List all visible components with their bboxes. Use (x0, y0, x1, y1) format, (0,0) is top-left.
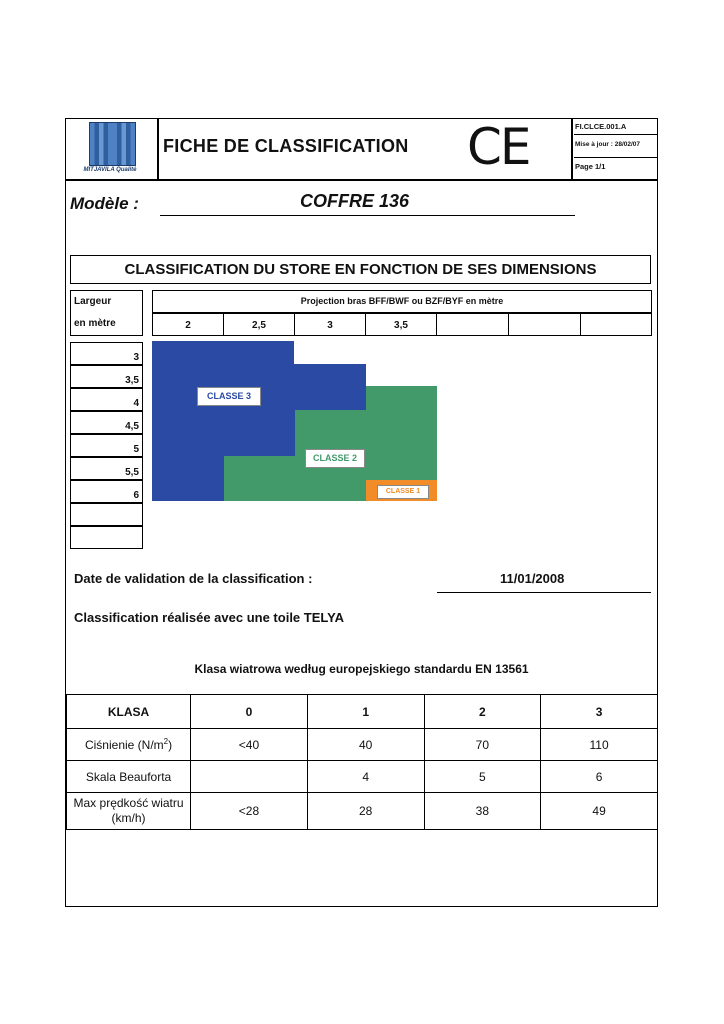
classification-title: CLASSIFICATION DU STORE EN FONCTION DE SES DIMENSIONS (70, 255, 651, 284)
width-row: 5 (70, 434, 143, 457)
largeur-label: Largeur (74, 296, 112, 307)
validation-date-label: Date de validation de la classification : (74, 571, 313, 586)
width-row: 3,5 (70, 365, 143, 388)
largeur-unit: en mètre (74, 318, 116, 329)
table-cell: 110 (541, 729, 658, 761)
zone-blank (366, 364, 437, 386)
table-header-row (67, 695, 658, 729)
width-row: 4 (70, 388, 143, 411)
zone-classe-2-foot (224, 456, 295, 501)
row-label-speed: Max prędkość wiatru (km/h) (67, 793, 191, 830)
page-number: Page 1/1 (575, 162, 606, 171)
zone-classe-3-ext (294, 364, 366, 410)
zone-classe-3-foot (152, 456, 224, 501)
table-cell: 70 (424, 729, 541, 761)
projection-col (508, 313, 581, 336)
table-cell (191, 761, 308, 793)
update-date: Mise à jour : 28/02/07 (575, 141, 641, 148)
projection-col (580, 313, 652, 336)
wind-table-title: Klasa wiatrowa według europejskiego standardu EN 13561 (194, 662, 529, 676)
logo-text: MITJAVILA Qualité (83, 167, 137, 173)
table-header: 1 (307, 695, 424, 729)
row-label-beaufort: Skala Beauforta (67, 761, 191, 793)
classe-3-label: CLASSE 3 (197, 387, 261, 406)
projection-col: 3,5 (365, 313, 437, 336)
row-label-pressure: Ciśnienie $(N/m^2)$ (67, 729, 191, 761)
table-cell: 5 (424, 761, 541, 793)
doc-reference: FI.CLCE.001.A (575, 122, 627, 131)
date-underline (437, 592, 651, 593)
ce-mark-icon: CE (467, 118, 530, 176)
width-row: 3 (70, 342, 143, 365)
projection-header: Projection bras BFF/BWF ou BZF/BYF en mètre (152, 290, 652, 313)
validation-date-value: 11/01/2008 (500, 571, 565, 586)
zone-blank (294, 341, 437, 364)
table-cell: 6 (541, 761, 658, 793)
model-underline (160, 215, 575, 216)
model-value: COFFRE 136 (300, 191, 410, 211)
width-row (70, 503, 143, 526)
width-row: 6 (70, 480, 143, 503)
fabric-note: Classification réalisée avec une toile TELYA (74, 610, 344, 625)
table-row (67, 729, 658, 761)
classe-1-label: CLASSE 1 (377, 485, 429, 499)
width-row: 4,5 (70, 411, 143, 434)
projection-col (436, 313, 509, 336)
table-cell: 4 (307, 761, 424, 793)
projection-col: 2,5 (223, 313, 295, 336)
table-header: 3 (541, 695, 658, 729)
largeur-header (70, 290, 143, 336)
classe-2-label: CLASSE 2 (305, 449, 365, 468)
table-header: 2 (424, 695, 541, 729)
table-cell: <40 (191, 729, 308, 761)
table-row (67, 793, 658, 830)
table-row (67, 761, 658, 793)
model-label: Modèle : (70, 194, 139, 213)
document-title: FICHE DE CLASSIFICATION (163, 136, 409, 156)
projection-col: 3 (294, 313, 366, 336)
projection-col: 2 (152, 313, 224, 336)
wind-class-table (66, 694, 658, 830)
width-row (70, 526, 143, 549)
table-cell: 49 (541, 793, 658, 830)
table-cell: 38 (424, 793, 541, 830)
table-cell: 40 (307, 729, 424, 761)
table-cell: 28 (307, 793, 424, 830)
table-header: KLASA (67, 695, 191, 729)
table-header: 0 (191, 695, 308, 729)
company-logo (89, 122, 136, 166)
width-row: 5,5 (70, 457, 143, 480)
table-cell: <28 (191, 793, 308, 830)
